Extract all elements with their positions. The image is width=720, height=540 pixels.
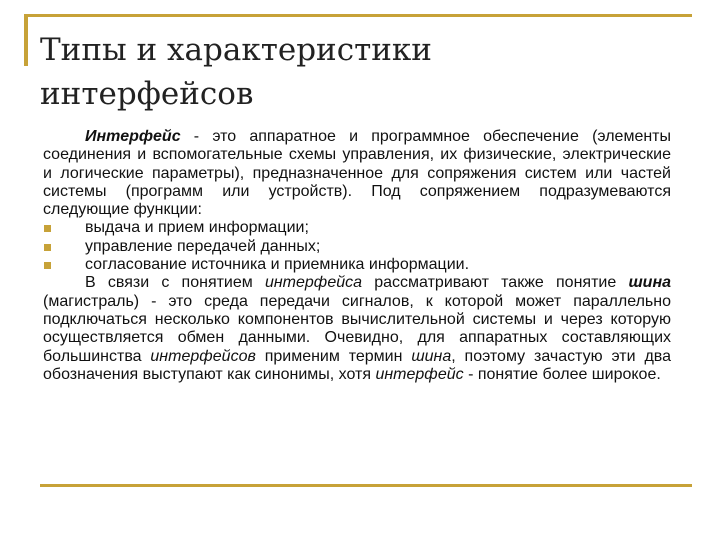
frame-top-line (24, 14, 692, 17)
frame-vertical-line (24, 14, 28, 66)
frame-bottom-line (40, 484, 692, 487)
square-bullet-icon (44, 225, 51, 232)
square-bullet-icon (44, 262, 51, 269)
term-interface: Интерфейс (85, 128, 181, 145)
term-interface-inline: интерфейса (264, 274, 363, 292)
definition-paragraph (43, 128, 671, 219)
slide-title (40, 28, 680, 116)
bus-paragraph: В связи с понятием интерфейса рассматривают также понятие шина (магистраль) - это среда передачи сигналов, к которой может параллельно подключаться несколько компонентов вычислительной системы и через которую осуществляется обмен данными. Очевидно, для аппаратных составляющих большинства интерфейсов применим термин шина, поэтому зачастую эти два обозначения выступают как синонимы, хотя интерфейс - понятие более широкое. (43, 274, 671, 383)
list-item: согласование источника и приемника информации. (43, 256, 671, 274)
term-interfaces-inline: интерфейсов (150, 347, 256, 365)
term-bus: шина (628, 274, 671, 292)
term-bus-inline: шина (411, 347, 452, 365)
square-bullet-icon (44, 244, 51, 251)
list-item: выдача и прием информации; (43, 219, 671, 237)
definition-text: - это аппаратное и программное обеспечение (элементы соединения и вспомогательные схемы управления, их физические, электрические и логические параметры), предназначенное для сопряжения систем или частей системы (программ или устройств). Под сопряжением подразумеваются следующие функции: (43, 128, 671, 219)
slide-body (43, 128, 671, 384)
list-item: управление передачей данных; (43, 238, 671, 256)
title-line-2: интерфейсов (40, 76, 254, 112)
title-line-1: Типы и характеристики (40, 32, 432, 68)
term-interface-inline-2: интерфейс (375, 365, 464, 383)
function-list (43, 219, 671, 274)
